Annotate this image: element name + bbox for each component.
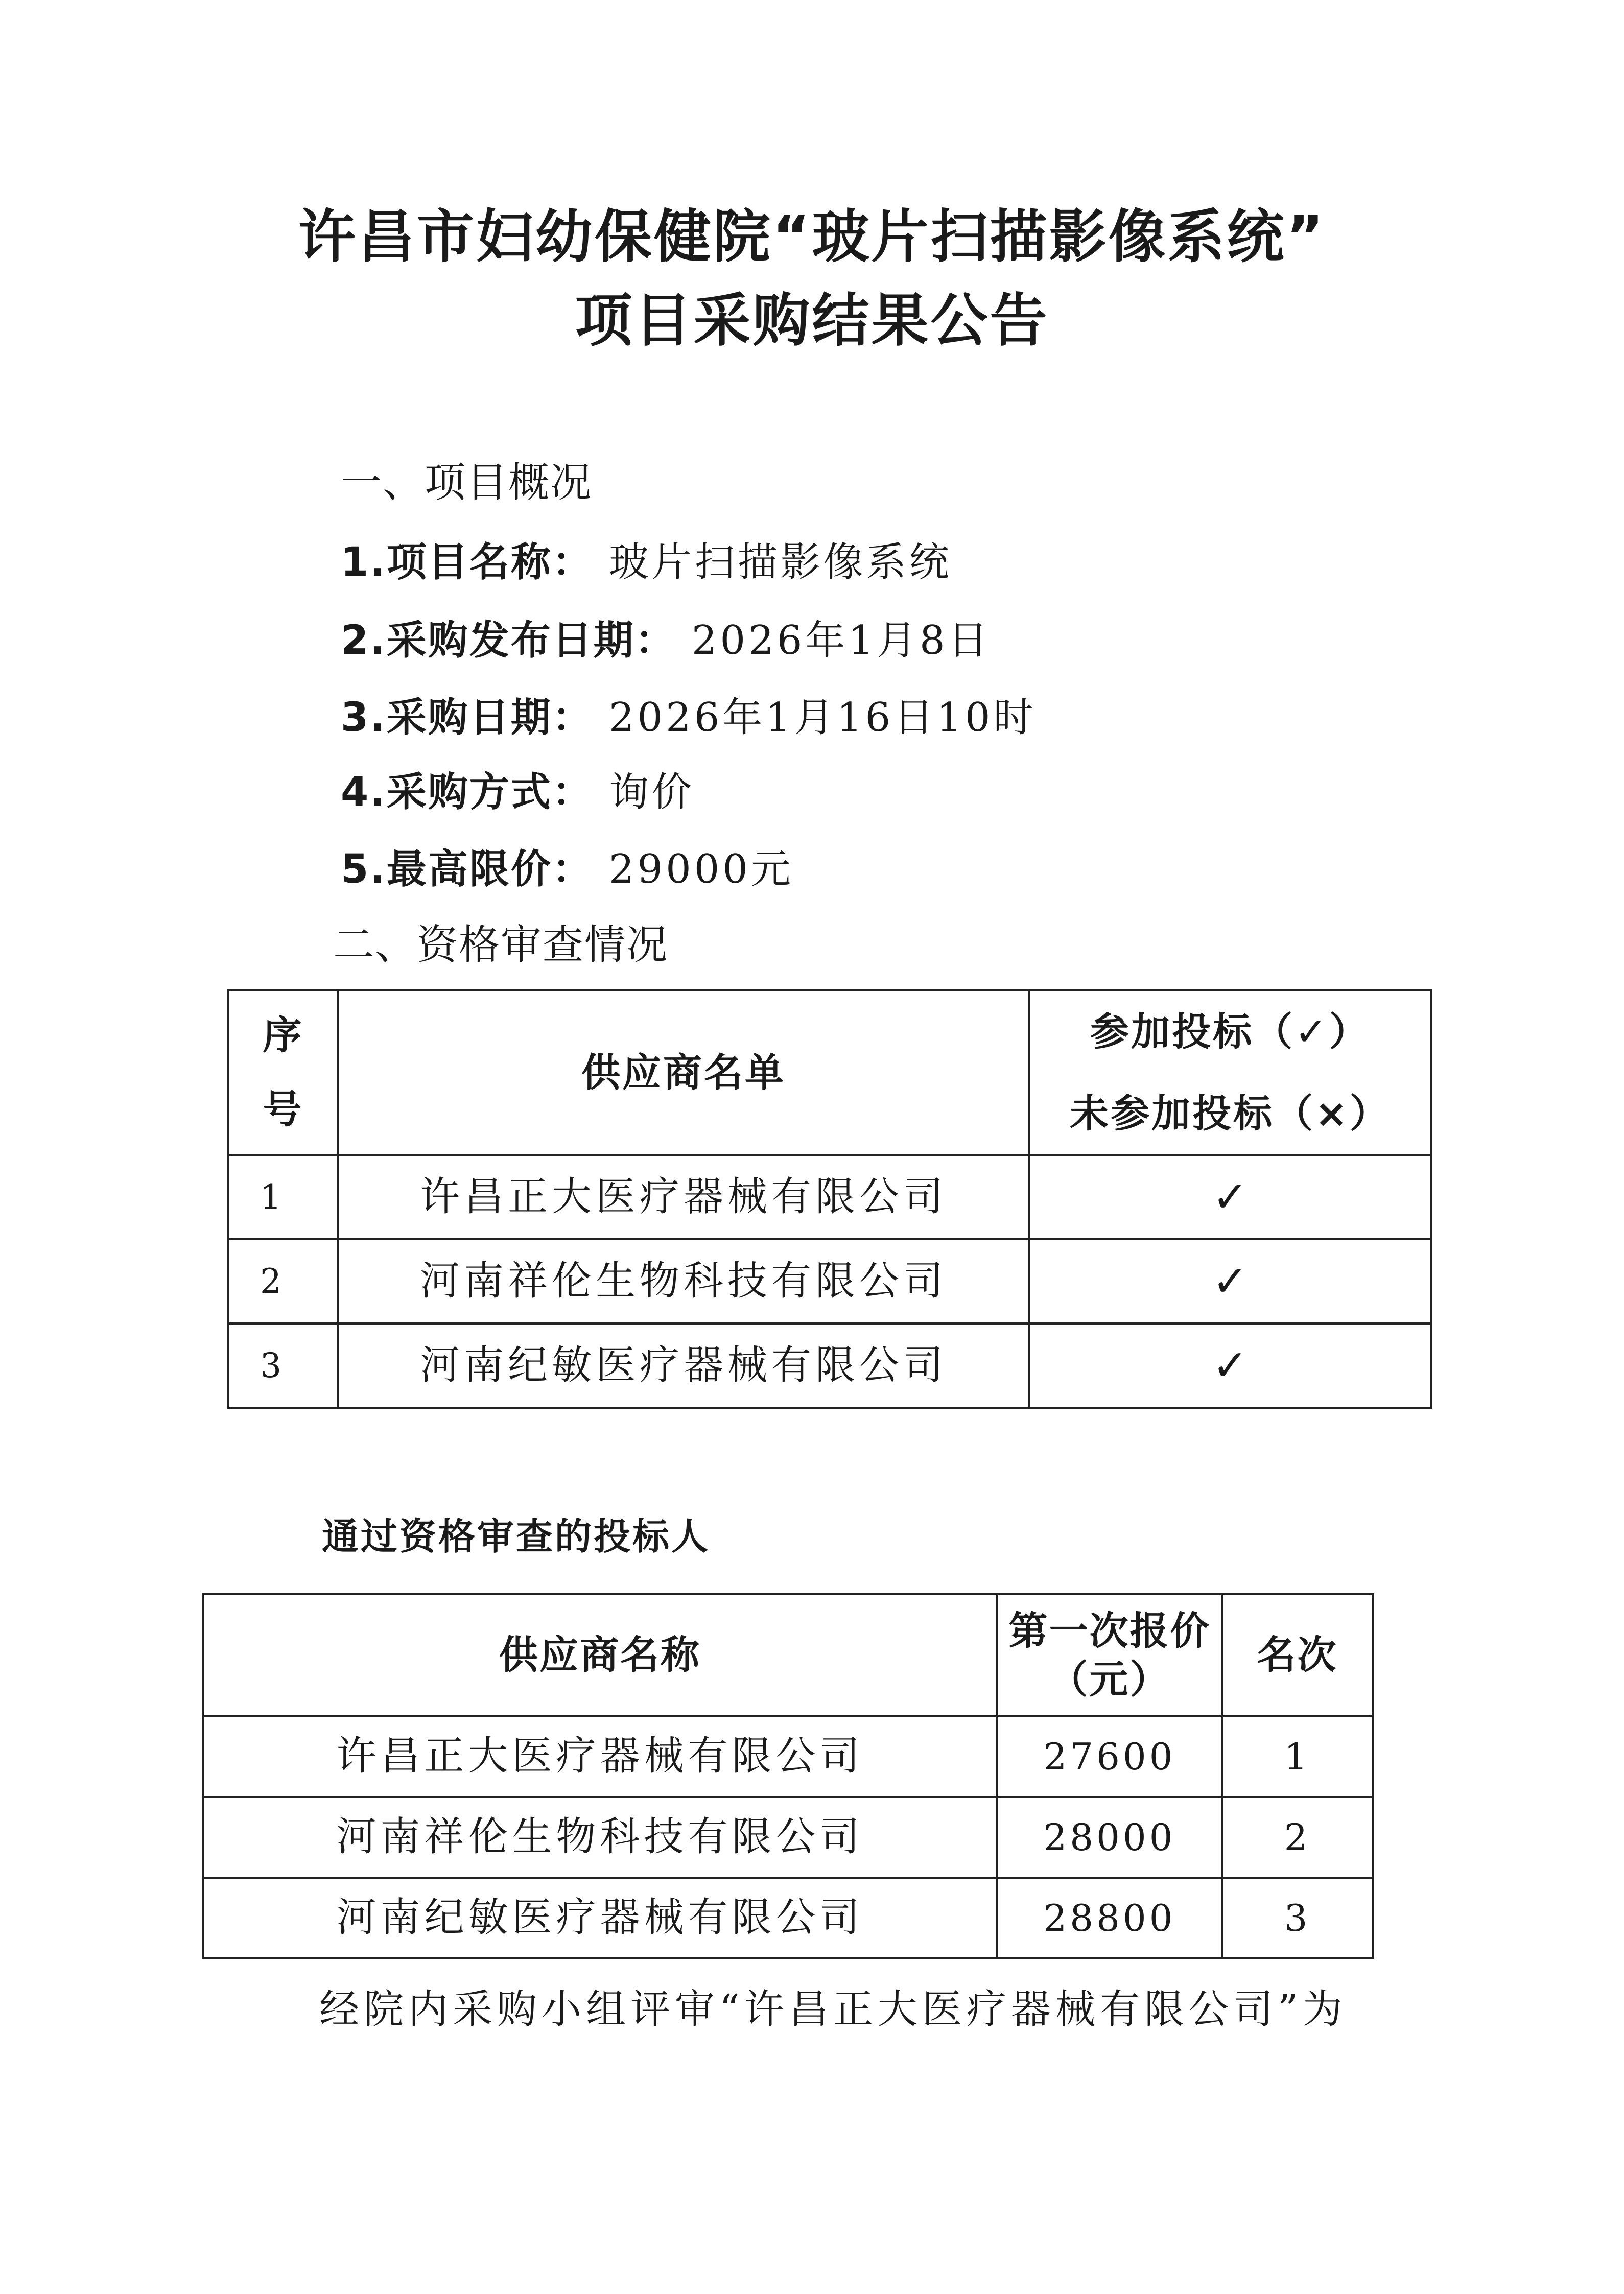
header-first-quote-line-1: 第一次报价 xyxy=(1008,1608,1211,1653)
document-title-line-1: 许昌市妇幼保健院“玻片扫描影像系统” xyxy=(298,204,1326,270)
info-label: 1.项目名称： xyxy=(341,539,594,585)
row-rank: 3 xyxy=(1222,1878,1373,1958)
row-supplier: 河南祥伦生物科技有限公司 xyxy=(338,1239,1029,1323)
qualification-table xyxy=(227,989,1432,1409)
table-header-row xyxy=(203,1594,1373,1716)
header-participation-line-2: 未参加投标（×） xyxy=(1070,1090,1391,1136)
table-row xyxy=(203,1716,1373,1797)
check-mark-icon: ✓ xyxy=(1029,1323,1431,1408)
header-seq xyxy=(228,990,338,1155)
info-value: 玻片扫描影像系统 xyxy=(608,539,952,585)
check-mark-icon: ✓ xyxy=(1029,1239,1431,1323)
info-item-publish-date xyxy=(341,618,991,664)
info-value: 2026年1月8日 xyxy=(691,618,991,664)
row-price: 27600 xyxy=(997,1716,1222,1797)
info-value: 询价 xyxy=(608,769,695,815)
row-price: 28800 xyxy=(997,1878,1222,1958)
row-price: 28000 xyxy=(997,1797,1222,1878)
row-rank: 1 xyxy=(1222,1716,1373,1797)
header-participation xyxy=(1029,990,1431,1155)
table-row xyxy=(203,1878,1373,1958)
row-supplier: 河南纪敏医疗器械有限公司 xyxy=(338,1323,1029,1408)
info-value: 29000元 xyxy=(608,846,794,892)
info-item-max-price xyxy=(341,846,794,892)
header-rank: 名次 xyxy=(1222,1594,1373,1716)
table-header-row xyxy=(228,990,1431,1155)
header-supplier-list: 供应商名单 xyxy=(338,990,1029,1155)
info-item-procurement-method xyxy=(341,769,695,815)
header-seq-line-1: 序 xyxy=(263,1012,304,1058)
bid-result-table xyxy=(202,1593,1374,1959)
info-label: 5.最高限价： xyxy=(341,846,594,892)
row-seq: 2 xyxy=(228,1239,338,1323)
row-seq: 3 xyxy=(228,1323,338,1408)
section-heading-project-overview: 一、项目概况 xyxy=(341,459,592,506)
row-supplier: 河南祥伦生物科技有限公司 xyxy=(203,1797,997,1878)
info-label: 4.采购方式： xyxy=(341,769,594,815)
row-seq: 1 xyxy=(228,1155,338,1239)
header-first-quote-line-2: （元） xyxy=(1049,1657,1170,1702)
header-first-quote xyxy=(997,1594,1222,1716)
header-supplier-name: 供应商名称 xyxy=(203,1594,997,1716)
section-heading-qualification-review: 二、资格审查情况 xyxy=(333,921,668,968)
row-supplier: 许昌正大医疗器械有限公司 xyxy=(203,1716,997,1797)
info-label: 2.采购发布日期： xyxy=(341,618,676,664)
conclusion-paragraph: 经院内采购小组评审“许昌正大医疗器械有限公司”为 xyxy=(319,1986,1347,2032)
check-mark-icon: ✓ xyxy=(1029,1155,1431,1239)
table-row xyxy=(228,1239,1431,1323)
info-label: 3.采购日期： xyxy=(341,695,594,741)
info-item-project-name xyxy=(341,539,952,585)
table-row xyxy=(228,1155,1431,1239)
row-supplier: 河南纪敏医疗器械有限公司 xyxy=(203,1878,997,1958)
row-rank: 2 xyxy=(1222,1797,1373,1878)
info-value: 2026年1月16日10时 xyxy=(608,695,1037,741)
table-row xyxy=(228,1323,1431,1408)
passed-bidders-heading: 通过资格审查的投标人 xyxy=(322,1515,711,1558)
table-row xyxy=(203,1797,1373,1878)
header-seq-line-2: 号 xyxy=(263,1086,304,1132)
header-participation-line-1: 参加投标（✓） xyxy=(1090,1009,1370,1054)
info-item-procurement-date xyxy=(341,695,1037,741)
document-title-line-2: 项目采购结果公告 xyxy=(575,288,1049,354)
row-supplier: 许昌正大医疗器械有限公司 xyxy=(338,1155,1029,1239)
